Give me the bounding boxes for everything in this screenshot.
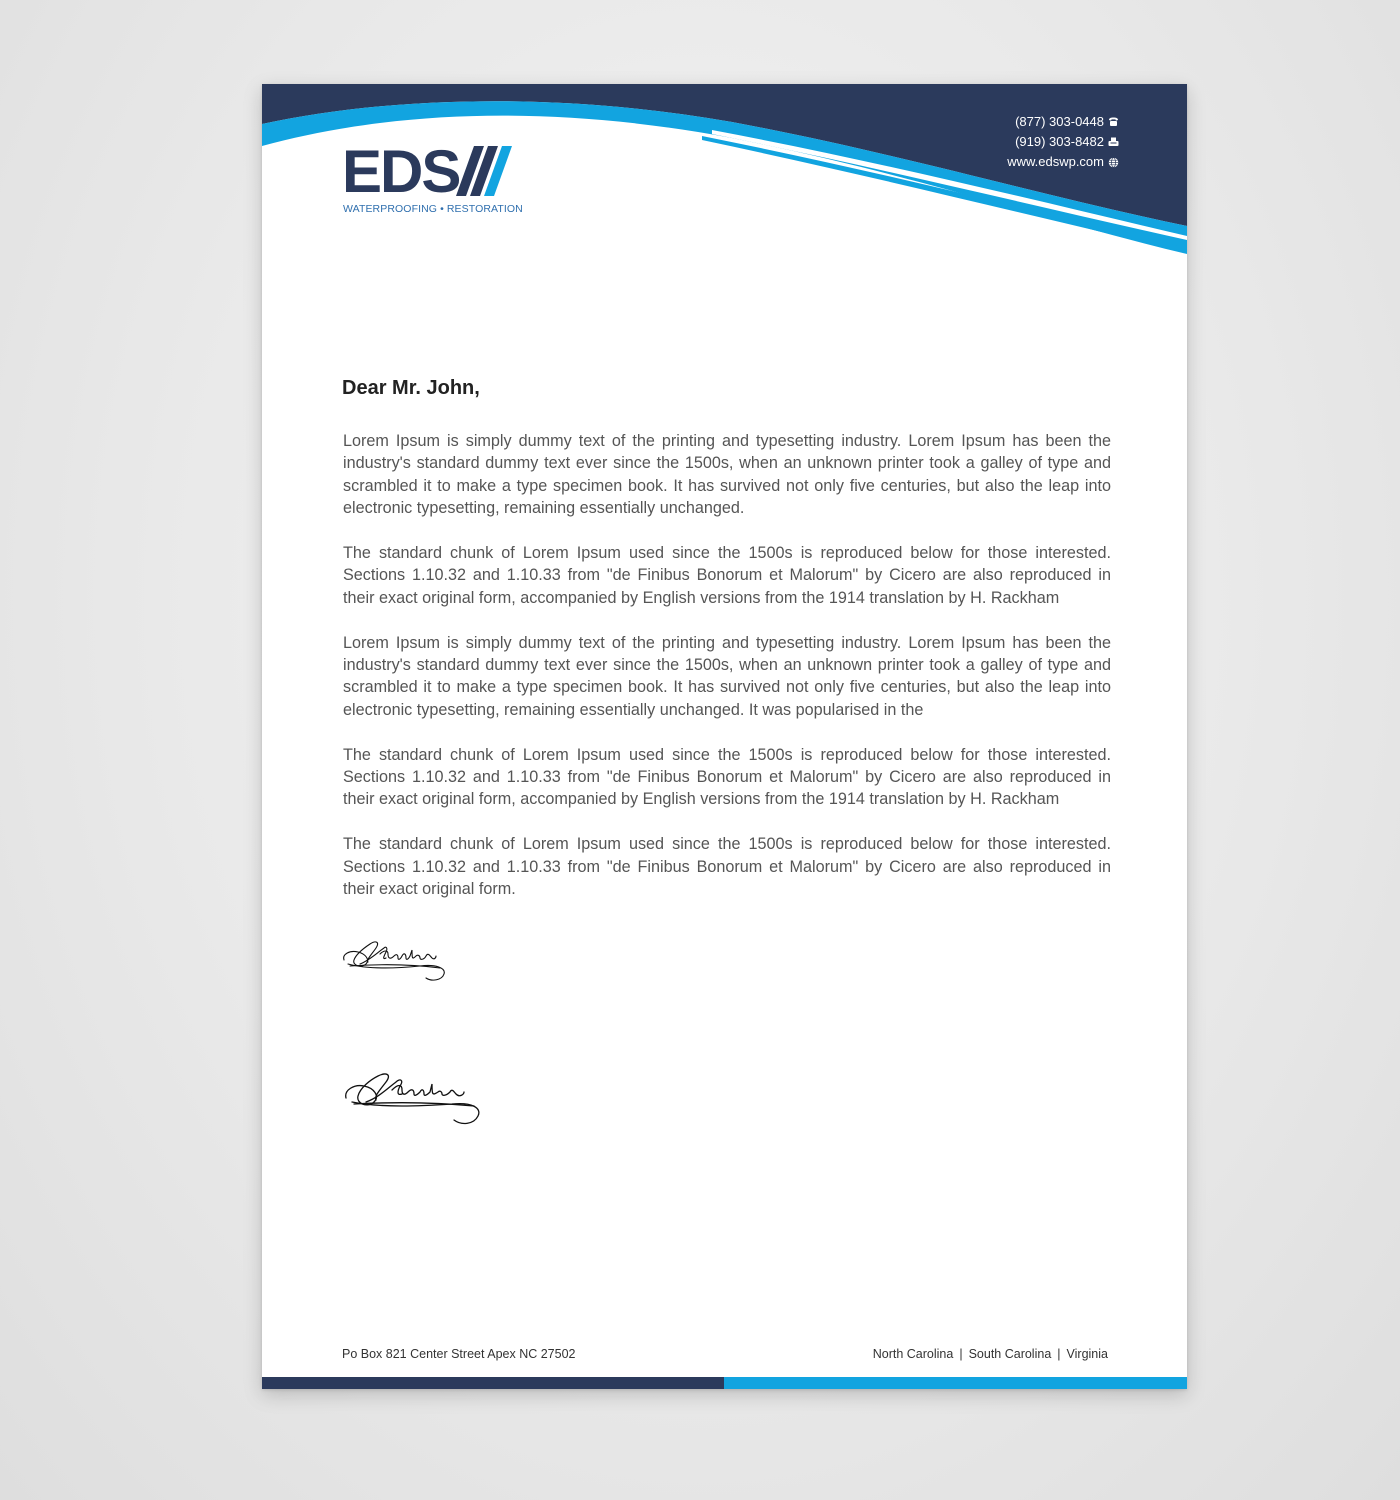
paragraph: The standard chunk of Lorem Ipsum used since the 1500s is reproduced below for those interested. Sections 1.10.32 and 1.10.33 from "de Finibus Bonorum et Malorum" by Cicero are also reproduced in their exact original form, accompanied by English versions from the 1914 translation by H. Rackham [343, 544, 1111, 607]
handwritten-signature [340, 930, 455, 990]
fax-number: (919) 303-8482 [1015, 134, 1104, 149]
separator: | [1057, 1347, 1061, 1361]
footer-states [873, 1347, 1108, 1361]
contact-fax [1007, 132, 1119, 152]
fax-icon [1108, 137, 1119, 147]
contact-phone [1007, 112, 1119, 132]
letter-body [343, 430, 1111, 923]
state-label: North Carolina [872, 1347, 954, 1361]
separator: | [959, 1347, 963, 1361]
letter-greeting: Dear Mr. John, [342, 377, 480, 399]
logo-slashes-icon [454, 146, 524, 198]
paragraph: The standard chunk of Lorem Ipsum used since the 1500s is reproduced below for those interested. Sections 1.10.32 and 1.10.33 from "de Finibus Bonorum et Malorum" by Cicero are also reproduced in their exact original form, accompanied by English versions from the 1914 translation by H. Rackham [343, 745, 1111, 809]
telephone-icon [1108, 117, 1119, 127]
handwritten-signature [342, 1062, 492, 1134]
company-logo [342, 138, 542, 217]
footer-bar-navy [262, 1377, 724, 1389]
globe-icon [1108, 157, 1119, 168]
paragraph: The standard chunk of Lorem Ipsum used since the 1500s is reproduced below for those interested. Sections 1.10.32 and 1.10.33 from "de Finibus Bonorum et Malorum" by Cicero are also reproduced in their exact original form. [343, 835, 1111, 899]
footer-address: Po Box 821 Center Street Apex NC 27502 [342, 1347, 576, 1361]
state-label: South Carolina [968, 1347, 1052, 1361]
logo-tagline: WATERPROOFING • RESTORATION [343, 203, 523, 215]
logo-wordmark: EDS [342, 138, 460, 205]
paragraph: Lorem Ipsum is simply dummy text of the printing and typesetting industry. Lorem Ipsum has been the industry's standard dummy text ever since the 1500s, when an unknown printer took a galley of type and scrambled it to make a type specimen book. It has survived not only five centuries, but also the leap into electronic typesetting, remaining essentially unchanged. [343, 432, 1111, 518]
contact-block [1007, 112, 1119, 172]
contact-website [1007, 152, 1119, 172]
phone-number: (877) 303-0448 [1015, 114, 1104, 129]
letterhead-sheet [262, 84, 1187, 1389]
footer-bar-blue [724, 1377, 1187, 1389]
state-label: Virginia [1066, 1347, 1108, 1361]
paragraph: Lorem Ipsum is simply dummy text of the printing and typesetting industry. Lorem Ipsum has been the industry's standard dummy text ever since the 1500s, when an unknown printer took a galley of type and scrambled it to make a type specimen book. It has survived not only five centuries, but also the leap into electronic typesetting, remaining essentially unchanged. It was popularised in the [343, 633, 1111, 719]
website-url: www.edswp.com [1007, 154, 1104, 169]
